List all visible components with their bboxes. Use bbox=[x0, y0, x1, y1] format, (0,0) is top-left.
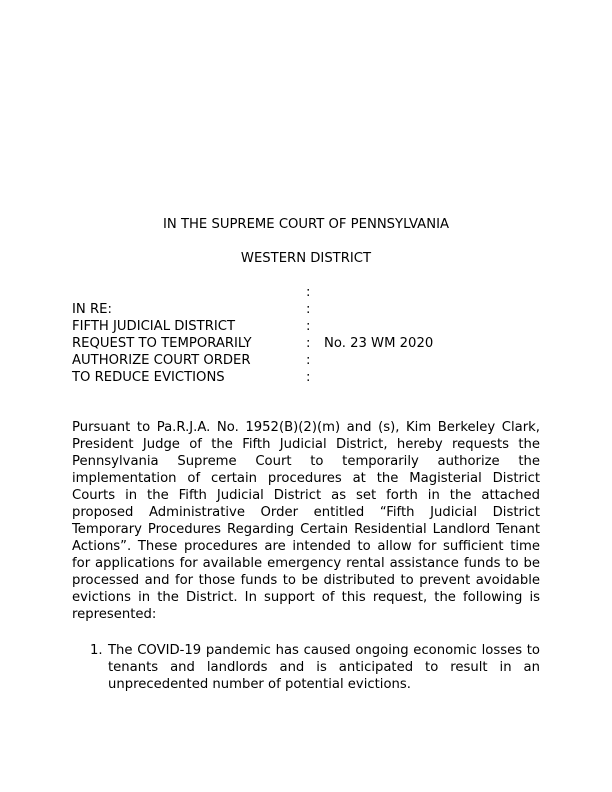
caption-colon: : bbox=[306, 353, 311, 368]
caption-colon: : bbox=[306, 319, 311, 334]
case-number: No. 23 WM 2020 bbox=[324, 336, 434, 351]
list-item-number: 1. bbox=[90, 643, 103, 658]
caption-left: FIFTH JUDICIAL DISTRICT bbox=[72, 319, 236, 334]
caption-left: TO REDUCE EVICTIONS bbox=[72, 370, 225, 385]
caption-colon: : bbox=[306, 336, 311, 351]
body-paragraph: Pursuant to Pa.R.J.A. No. 1952(B)(2)(m) and (s), Kim Berkeley Clark, President Judge of the Fifth Judicial District, hereby requests the Pennsylvania Supreme Court to temporarily authorize the implementation of certain procedures at the Magisterial District Courts in the Fifth Judicial District as set forth in the attached proposed Administrative Order entitled “Fifth Judicial District Temporary Procedures Regarding Certain Residential Landlord Tenant Actions”. These procedures are intended to allow for sufficient time for applications for available emergency rental assistance funds to be processed and for those funds to be distributed to prevent avoidable evictions in the District. In support of this request, the following is represented: bbox=[72, 420, 540, 622]
list-item-text: The COVID-19 pandemic has caused ongoing economic losses to tenants and landlords and is anticipated to result in an unprecedented number of potential evictions. bbox=[108, 643, 540, 692]
list-item bbox=[90, 642, 540, 693]
caption-colon: : bbox=[306, 370, 311, 385]
caption-colon: : bbox=[306, 285, 311, 300]
caption-left: AUTHORIZE COURT ORDER bbox=[72, 353, 251, 368]
district-title: WESTERN DISTRICT bbox=[240, 251, 372, 266]
court-title: IN THE SUPREME COURT OF PENNSYLVANIA bbox=[163, 217, 449, 232]
caption-colon: : bbox=[306, 302, 311, 317]
caption-left: REQUEST TO TEMPORARILY bbox=[72, 336, 252, 351]
caption-left: IN RE: bbox=[72, 302, 112, 317]
numbered-list bbox=[90, 642, 540, 693]
